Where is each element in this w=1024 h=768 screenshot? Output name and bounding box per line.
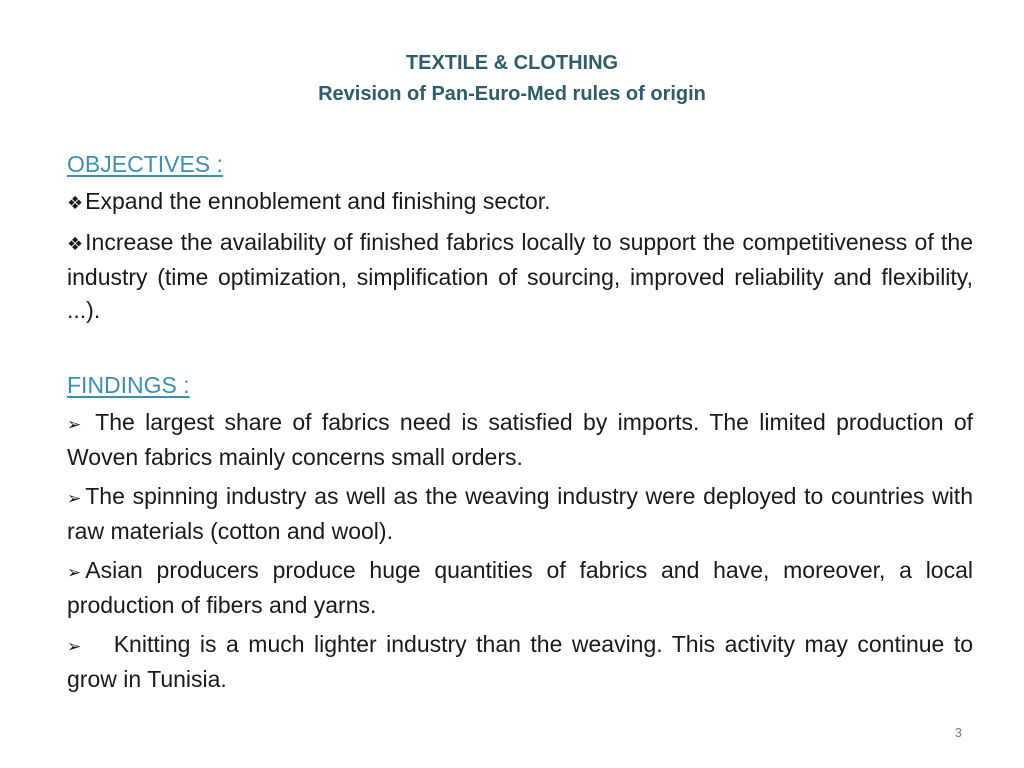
finding-item [67,480,973,548]
finding-text: The largest share of fabrics need is satisfied by imports. The limited production of Woven fabrics mainly concerns small orders. [67,409,973,470]
section-spacer [67,333,973,369]
objective-item [67,185,973,220]
finding-text: The spinning industry as well as the weaving industry were deployed to countries with raw materials (cotton and wool). [67,483,973,544]
finding-text: Knitting is a much lighter industry than the weaving. This activity may continue to grow in Tunisia. [67,631,974,692]
slide-title: TEXTILE & CLOTHING [405,52,619,74]
diamond-bullet-icon: ❖ [67,234,84,254]
finding-item [67,554,973,622]
finding-item [67,406,973,474]
slide-content [67,148,973,702]
arrow-bullet-icon: ➢ [67,415,82,434]
diamond-bullet-icon: ❖ [67,193,84,213]
slide-title-block [0,48,1024,110]
finding-text: Asian producers produce huge quantities of fabrics and have, moreover, a local production of fibers and yarns. [67,557,973,618]
arrow-bullet-icon: ➢ [67,563,82,582]
slide-subtitle: Revision of Pan-Euro-Med rules of origin [318,83,706,105]
objective-item [67,226,973,327]
arrow-bullet-icon: ➢ [67,489,82,508]
objective-text: Expand the ennoblement and finishing sector. [85,188,551,214]
objectives-heading: OBJECTIVES : [67,151,223,177]
arrow-bullet-icon: ➢ [67,637,82,656]
objective-text: Increase the availability of finished fabrics locally to support the competitiveness of the industry (time optimization, simplification of sourcing, improved reliability and flexibility, ...). [67,229,973,323]
finding-item [67,628,973,696]
page-number: 3 [954,725,962,740]
findings-heading: FINDINGS : [67,372,190,398]
